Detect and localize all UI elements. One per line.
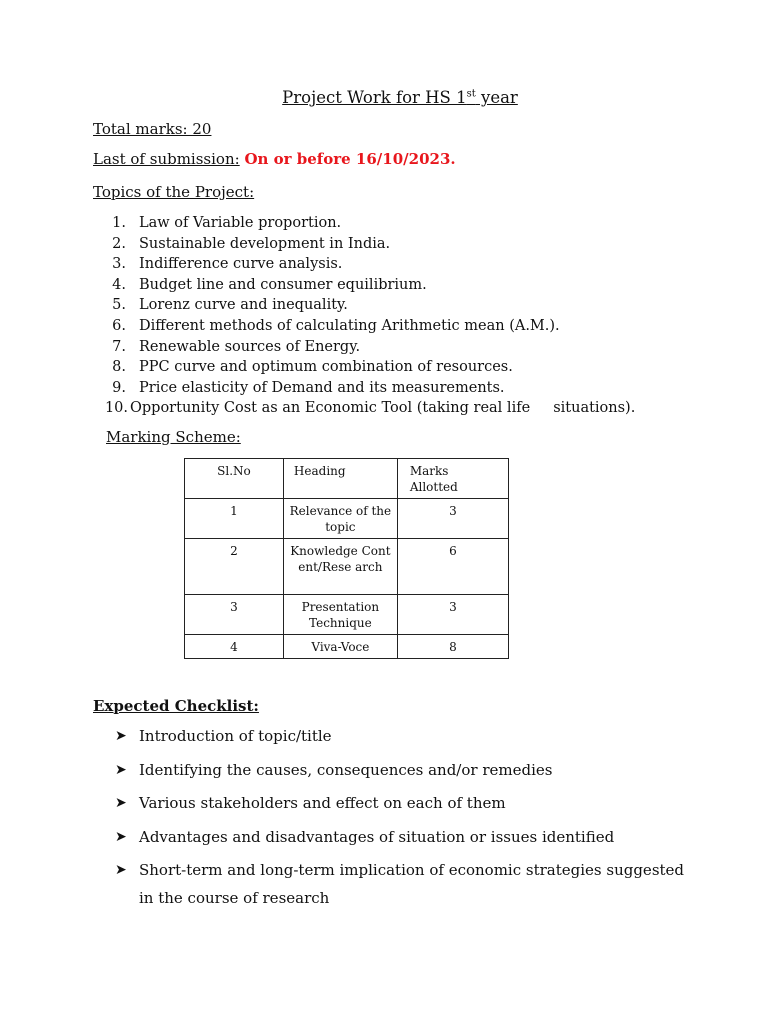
submission-deadline: On or before 16/10/2023.	[244, 150, 456, 168]
marking-scheme-heading: Marking Scheme:	[106, 428, 241, 446]
table-row	[185, 595, 509, 635]
marking-scheme-table	[184, 458, 509, 659]
checklist-heading: Expected Checklist:	[93, 697, 259, 715]
table-row	[185, 635, 509, 659]
title-sup: st	[466, 88, 476, 100]
table-cell: 3	[397, 499, 508, 539]
arrowhead-bullet-icon: ➤	[115, 862, 127, 878]
table-cell: 2	[185, 539, 284, 595]
total-marks: Total marks: 20	[93, 120, 212, 138]
table-header-row	[185, 459, 509, 499]
arrowhead-bullet-icon: ➤	[115, 728, 127, 744]
table-cell: 3	[397, 595, 508, 635]
column-header: Heading	[283, 459, 397, 499]
table-cell: Relevance of the topic	[283, 499, 397, 539]
table-row	[185, 539, 509, 595]
column-header: Sl.No	[185, 459, 284, 499]
table-cell: Knowledge Content/Rese arch	[283, 539, 397, 595]
title-main: Project Work for HS 1	[282, 88, 467, 107]
table-row	[185, 499, 509, 539]
submission-line	[93, 150, 456, 168]
arrowhead-bullet-icon: ➤	[115, 795, 127, 811]
title-end: year	[475, 88, 518, 107]
table-cell: Viva-Voce	[283, 635, 397, 659]
table-cell: 8	[397, 635, 508, 659]
column-header: Marks Allotted	[397, 459, 508, 499]
arrowhead-bullet-icon: ➤	[115, 762, 127, 778]
table-cell: Presentation Technique	[283, 595, 397, 635]
arrowhead-bullet-icon: ➤	[115, 829, 127, 845]
topics-heading: Topics of the Project:	[93, 183, 255, 201]
page-title	[0, 88, 768, 107]
table-cell: 4	[185, 635, 284, 659]
submission-label: Last of submission:	[93, 150, 240, 168]
table-cell: 1	[185, 499, 284, 539]
table-cell: 6	[397, 539, 508, 595]
table-cell: 3	[185, 595, 284, 635]
